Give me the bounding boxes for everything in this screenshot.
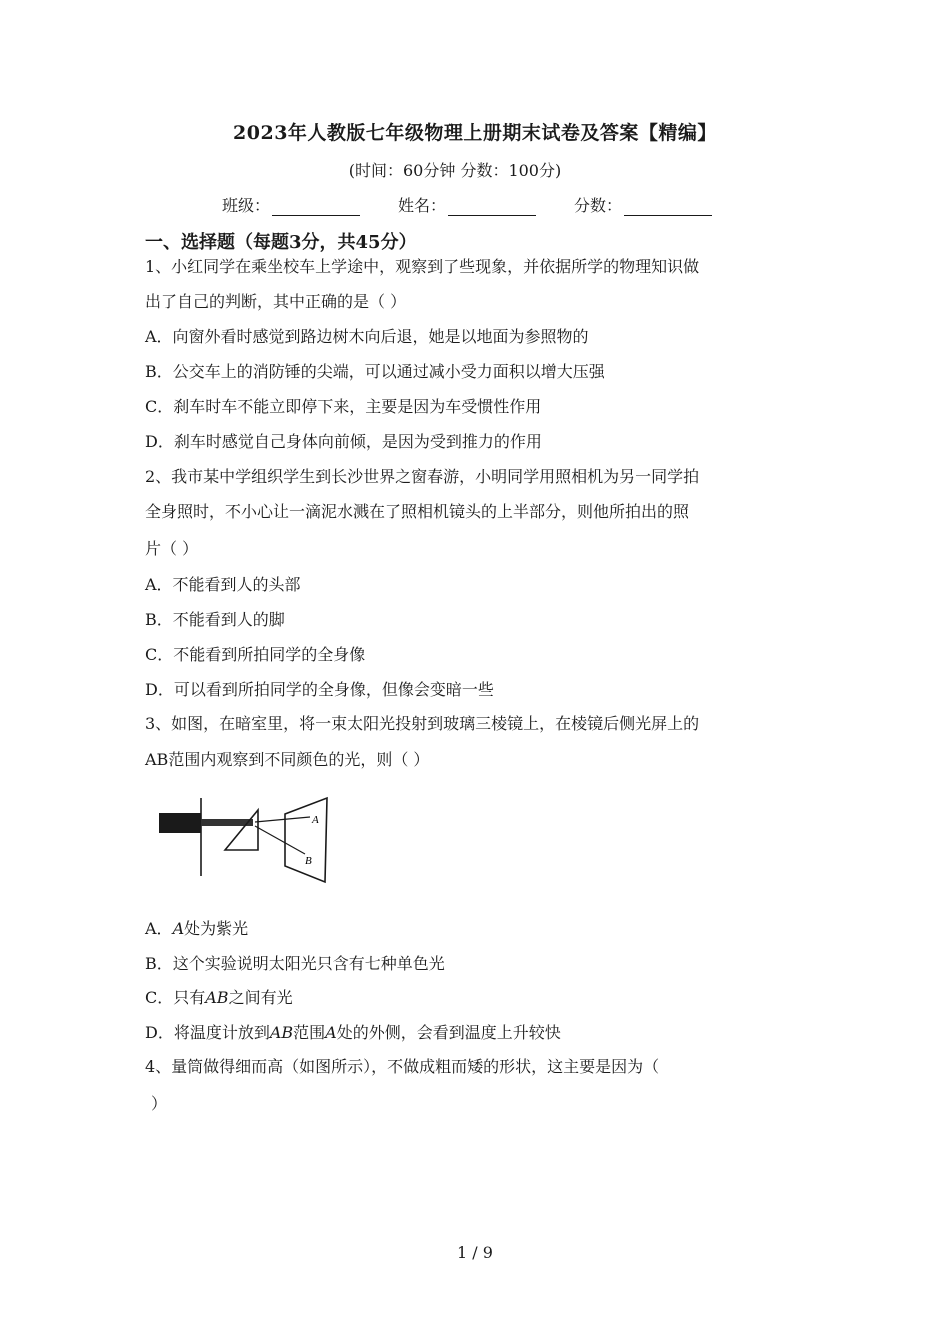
name-field <box>398 193 536 216</box>
class-field <box>222 193 360 216</box>
q3-option-b: B．这个实验说明太阳光只含有七种单色光 <box>145 954 445 973</box>
student-info-fields <box>222 193 750 216</box>
class-label: 班级： <box>222 196 271 215</box>
document-title: 2023年人教版七年级物理上册期末试卷及答案【精编】 <box>233 122 717 144</box>
score-field <box>574 193 712 216</box>
q3-option-c-text: 之间有光 <box>228 988 293 1007</box>
q1-option-c: C．刹车时车不能立即停下来，主要是因为车受惯性作用 <box>145 397 542 416</box>
score-label: 分数： <box>574 196 623 215</box>
q1-option-d: D．刹车时感觉自己身体向前倾，是因为受到推力的作用 <box>145 432 542 451</box>
ray-lower <box>255 826 305 854</box>
q3-option-d-italic2: A <box>325 1023 337 1042</box>
prism-figure <box>155 792 345 891</box>
q3-option-d-mid: 范围 <box>293 1023 326 1042</box>
q3-option-d-italic1: AB <box>269 1023 294 1042</box>
q1-stem-line2: 出了自己的判断，其中正确的是（ ） <box>145 292 407 311</box>
q3-option-c <box>145 985 293 1008</box>
score-blank[interactable] <box>624 197 712 216</box>
q3-option-d-prefix: D．将温度计放到 <box>145 1023 270 1042</box>
prism-diagram <box>155 792 345 887</box>
q3-stem-line1: 3、如图，在暗室里，将一束太阳光投射到玻璃三棱镜上，在棱镜后侧光屏上的 <box>145 714 700 733</box>
q3-option-a <box>145 916 248 939</box>
q2-option-a: A．不能看到人的头部 <box>145 575 301 594</box>
label-b: B <box>305 855 312 867</box>
q1-stem-line1: 1、小红同学在乘坐校车上学途中，观察到了些现象，并依据所学的物理知识做 <box>145 257 700 276</box>
section-heading: 一、选择题（每题3分，共45分） <box>145 232 417 253</box>
q3-option-c-italic: AB <box>205 988 229 1007</box>
q3-option-a-italic: A <box>172 919 185 938</box>
q2-option-c: C．不能看到所拍同学的全身像 <box>145 645 366 664</box>
q2-option-b: B．不能看到人的脚 <box>145 610 285 629</box>
name-label: 姓名： <box>398 196 447 215</box>
q3-option-a-prefix: A． <box>145 919 173 938</box>
q1-option-a: A．向窗外看时感觉到路边树木向后退，她是以地面为参照物的 <box>145 327 589 346</box>
q2-stem-line2: 全身照时，不小心让一滴泥水溅在了照相机镜头的上半部分，则他所拍出的照 <box>145 502 690 521</box>
name-blank[interactable] <box>448 197 536 216</box>
screen <box>285 798 327 882</box>
light-source <box>159 813 201 833</box>
q3-option-d <box>145 1020 561 1043</box>
prism-triangle <box>225 810 258 850</box>
q3-option-c-prefix: C．只有 <box>145 988 206 1007</box>
q3-stem-line2: AB范围内观察到不同颜色的光，则（ ） <box>145 750 430 769</box>
class-blank[interactable] <box>272 197 360 216</box>
exam-info: (时间：60分钟 分数：100分) <box>348 161 562 180</box>
ray-upper <box>255 817 310 822</box>
q4-stem-line2: ） <box>151 1094 168 1113</box>
q1-option-b: B．公交车上的消防锤的尖端，可以通过减小受力面积以增大压强 <box>145 362 605 381</box>
page-number: 1 / 9 <box>457 1243 493 1262</box>
q4-stem-line1: 4、量筒做得细而高（如图所示），不做成粗而矮的形状，这主要是因为（ <box>145 1057 660 1076</box>
q2-stem-line1: 2、我市某中学组织学生到长沙世界之窗春游，小明同学用照相机为另一同学拍 <box>145 467 700 486</box>
q2-stem-line3: 片（ ） <box>145 539 199 558</box>
q3-option-d-text: 处的外侧，会看到温度上升较快 <box>336 1023 561 1042</box>
label-a: A <box>312 814 319 826</box>
q2-option-d: D．可以看到所拍同学的全身像，但像会变暗一些 <box>145 680 494 699</box>
q3-option-a-text: 处为紫光 <box>184 919 249 938</box>
